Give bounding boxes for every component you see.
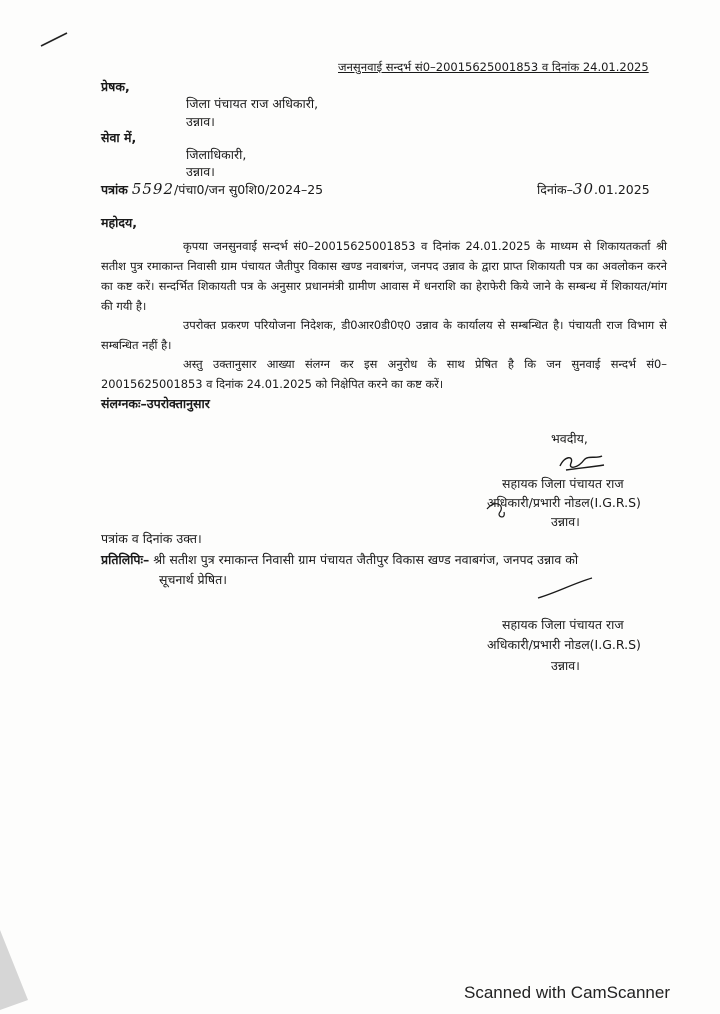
body-paragraph-1: कृपया जनसुनवाई सन्दर्भ सं0–20015625001853 व दिनांक 24.01.2025 के माध्यम से शिकायतकर्ता श्री सतीश पुत्र रमाकान्त निवासी ग्राम पंचायत जैतीपुर विकास खण्ड नवाबगंज, जनपद उन्नाव के द्वारा प्राप्त शिकायती पत्र का अवलोकन करने का कष्ट करें। सन्दर्भित शिकायती पत्र के अनुसार प्रधानमंत्री ग्रामीण आवास में धनराशि का हेराफेरी किये जाने के सम्बन्ध में शिकायत/मांग की गयी है।	[101, 239, 667, 313]
sender-place: उन्नाव।	[186, 114, 215, 129]
copy-to-text-continued: सूचनार्थ प्रेषित।	[159, 572, 227, 587]
signature-2-place: उन्नाव।	[551, 658, 580, 673]
enclosure-note: संलग्नकः–उपरोक्तानुसार	[101, 396, 210, 411]
recipient-place: उन्नाव।	[186, 164, 215, 179]
body-paragraph-3: अस्तु उक्तानुसार आख्या संलग्न कर इस अनुरोध के साथ प्रेषित है कि जन सुनवाई सन्दर्भ सं0–20015625001853 व दिनांक 24.01.2025 को निक्षेपित करने का कष्ट करें।	[101, 357, 667, 391]
letter-date-suffix: .01.2025	[594, 182, 650, 197]
reference-line: जनसुनवाई सन्दर्भ सं0–20015625001853 व दिनांक 24.01.2025	[338, 60, 649, 74]
signature-2-role: अधिकारी/प्रभारी नोडल(I.G.R.S)	[487, 637, 641, 652]
recipient-label: सेवा में,	[101, 130, 137, 145]
salutation: महोदय,	[101, 215, 137, 230]
letter-number-prefix: पत्रांक	[101, 182, 128, 197]
letter-date-handwritten-day: 30	[572, 180, 594, 198]
copy-to-line	[101, 551, 578, 568]
scan-shadow	[0, 930, 28, 1010]
handwritten-signature	[560, 456, 604, 470]
signature-1-designation: सहायक जिला पंचायत राज	[502, 476, 624, 491]
letter-number-handwritten: 5592	[131, 180, 175, 198]
handwritten-signature-stroke	[538, 578, 592, 598]
camscanner-watermark: Scanned with CamScanner	[464, 983, 671, 1002]
signature-1-role: अधिकारी/प्रभारी नोडल(I.G.R.S)	[487, 495, 641, 510]
copy-reference: पत्रांक व दिनांक उक्त।	[101, 531, 202, 546]
signature-2-designation: सहायक जिला पंचायत राज	[502, 617, 624, 632]
copy-to-text: श्री सतीश पुत्र रमाकान्त निवासी ग्राम पंचायत जैतीपुर विकास खण्ड नवाबगंज, जनपद उन्नाव को	[153, 552, 579, 567]
pen-slash-mark	[41, 33, 67, 46]
sender-label: प्रेषक,	[101, 79, 130, 94]
letter-number-suffix: /पंचा0/जन सु0शि0/2024–25	[174, 182, 324, 197]
closing: भवदीय,	[551, 431, 588, 446]
letter-date-prefix: दिनांक–	[537, 182, 573, 197]
body-paragraph-2: उपरोक्त प्रकरण परियोजना निदेशक, डी0आर0डी0ए0 उन्नाव के कार्यालय से सम्बन्धित है। पंचायती राज विभाग से सम्बन्धित नहीं है।	[101, 318, 667, 352]
letter-number	[101, 180, 323, 198]
sender-title: जिला पंचायत राज अधिकारी,	[186, 96, 319, 111]
copy-to-label: प्रतिलिपिः–	[101, 552, 150, 567]
recipient-title: जिलाधिकारी,	[186, 147, 247, 162]
letter-date	[537, 180, 650, 198]
signature-1-place: उन्नाव।	[551, 514, 580, 529]
